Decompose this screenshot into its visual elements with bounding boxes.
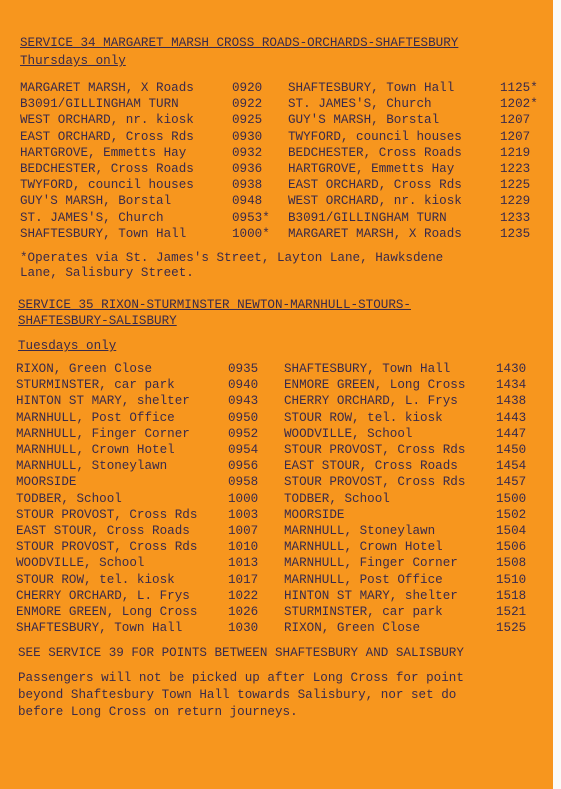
timetable-row [0, 426, 561, 442]
return-stop: RIXON, Green Close [284, 621, 421, 636]
timetable-row [0, 161, 561, 177]
timetable-row [0, 177, 561, 193]
return-stop: SHAFTESBURY, Town Hall [284, 362, 451, 376]
return-time: 1225 [500, 178, 531, 193]
outbound-stop: ENMORE GREEN, Long Cross [16, 605, 198, 619]
return-time: 1508 [496, 556, 527, 571]
outbound-time: 1013 [228, 556, 259, 571]
timetable-row [0, 145, 561, 161]
outbound-time: 0950 [228, 410, 259, 425]
timetable-row [0, 523, 561, 539]
see-service-39-note: SEE SERVICE 39 FOR POINTS BETWEEN SHAFTESBURY AND SALISBURY [18, 646, 464, 660]
outbound-stop: GUY'S MARSH, Borstal [20, 194, 172, 209]
return-stop: MARNHULL, Crown Hotel [284, 540, 443, 555]
outbound-time: 0936 [232, 162, 263, 176]
timetable-row [0, 361, 561, 377]
outbound-time: 0948 [232, 194, 263, 209]
return-stop: STURMINSTER, car park [284, 605, 443, 619]
outbound-time: 0952 [228, 426, 259, 441]
passenger-note-line-3: before Long Cross on return journeys. [18, 705, 298, 719]
outbound-time: 0940 [228, 378, 259, 393]
outbound-stop: MARNHULL, Finger Corner [16, 426, 190, 441]
return-stop: B3091/GILLINGHAM TURN [288, 210, 447, 225]
return-stop: CHERRY ORCHARD, L. Frys [284, 394, 458, 409]
passenger-note-line-1: Passengers will not be picked up after Long Cross for point [18, 671, 464, 685]
passenger-note-line-2: beyond Shaftesbury Town Hall towards Salisbury, nor set do [18, 688, 457, 702]
return-stop: HINTON ST MARY, shelter [284, 588, 458, 603]
outbound-time: 1007 [228, 524, 259, 538]
return-stop: MARNHULL, Finger Corner [284, 556, 458, 571]
outbound-stop: EAST ORCHARD, Cross Rds [20, 129, 194, 144]
outbound-stop: HARTGROVE, Emmetts Hay [20, 145, 187, 160]
outbound-stop: WOODVILLE, School [16, 556, 145, 571]
outbound-time: 0958 [228, 475, 259, 490]
outbound-time: 0956 [228, 459, 259, 474]
return-stop: STOUR ROW, tel. kiosk [284, 410, 443, 425]
timetable-row [0, 620, 561, 636]
outbound-stop: MOORSIDE [16, 475, 77, 490]
return-time: 1235 [500, 226, 531, 241]
return-stop: MOORSIDE [284, 507, 345, 522]
outbound-stop: BEDCHESTER, Cross Roads [20, 162, 194, 176]
timetable-row [0, 226, 561, 242]
outbound-stop: SHAFTESBURY, Town Hall [16, 621, 183, 636]
return-time: 1219 [500, 145, 531, 160]
outbound-stop: WEST ORCHARD, nr. kiosk [20, 113, 194, 128]
return-stop: HARTGROVE, Emmetts Hay [288, 162, 455, 176]
return-stop: SHAFTESBURY, Town Hall [288, 81, 455, 95]
outbound-stop: B3091/GILLINGHAM TURN [20, 97, 179, 112]
outbound-time: 0954 [228, 443, 259, 457]
return-time: 1438 [496, 394, 527, 409]
timetable-row [0, 193, 561, 209]
return-time: 1518 [496, 588, 527, 603]
timetable-row [0, 572, 561, 588]
return-stop: EAST ORCHARD, Cross Rds [288, 178, 462, 193]
service-35-heading-line-1: SERVICE 35 RIXON-STURMINSTER NEWTON-MARNHULL-STOURS- [18, 298, 411, 312]
outbound-stop: MARNHULL, Crown Hotel [16, 443, 175, 457]
return-stop: BEDCHESTER, Cross Roads [288, 145, 462, 160]
outbound-stop: STOUR PROVOST, Cross Rds [16, 540, 198, 555]
outbound-stop: RIXON, Green Close [16, 362, 153, 376]
return-time: 1443 [496, 410, 527, 425]
return-time: 1500 [496, 491, 527, 506]
outbound-stop: MARNHULL, Stoneylawn [16, 459, 168, 474]
outbound-time: 0925 [232, 113, 263, 128]
outbound-stop: TODBER, School [16, 491, 122, 506]
timetable-row [0, 442, 561, 458]
outbound-time: 1030 [228, 621, 259, 636]
return-time: 1521 [496, 605, 527, 619]
return-time: 1454 [496, 459, 527, 474]
outbound-time: 0935 [228, 362, 259, 376]
return-time: 1504 [496, 524, 527, 538]
outbound-stop: ST. JAMES'S, Church [20, 210, 164, 225]
return-stop: TWYFORD, council houses [288, 129, 462, 144]
timetable-row [0, 491, 561, 507]
outbound-stop: TWYFORD, council houses [20, 178, 194, 193]
outbound-stop: STOUR ROW, tel. kiosk [16, 572, 175, 587]
timetable-row [0, 507, 561, 523]
service-35-heading-line-2: SHAFTESBURY-SALISBURY [18, 314, 177, 328]
return-time: 1457 [496, 475, 527, 490]
outbound-time: 1026 [228, 605, 259, 619]
outbound-stop: SHAFTESBURY, Town Hall [20, 226, 187, 241]
timetable-row [0, 96, 561, 112]
outbound-time: 0922 [232, 97, 263, 112]
outbound-time: 1022 [228, 588, 259, 603]
return-time: 1202* [500, 97, 538, 112]
return-time: 1207 [500, 113, 531, 128]
return-stop: ST. JAMES'S, Church [288, 97, 432, 112]
outbound-time: 1003 [228, 507, 259, 522]
outbound-stop: STOUR PROVOST, Cross Rds [16, 507, 198, 522]
return-time: 1430 [496, 362, 527, 376]
outbound-time: 0932 [232, 145, 263, 160]
outbound-time: 1017 [228, 572, 259, 587]
return-stop: MARNHULL, Stoneylawn [284, 524, 436, 538]
return-time: 1229 [500, 194, 531, 209]
service-34-note-line-1: *Operates via St. James's Street, Layton Lane, Hawksdene [20, 251, 444, 265]
timetable-row [0, 129, 561, 145]
outbound-stop: EAST STOUR, Cross Roads [16, 524, 190, 538]
return-stop: STOUR PROVOST, Cross Rds [284, 443, 466, 457]
return-stop: WEST ORCHARD, nr. kiosk [288, 194, 462, 209]
return-stop: GUY'S MARSH, Borstal [288, 113, 440, 128]
timetable-row [0, 112, 561, 128]
outbound-time: 1010 [228, 540, 259, 555]
outbound-time: 1000* [232, 226, 270, 241]
outbound-stop: MARGARET MARSH, X Roads [20, 81, 194, 95]
return-time: 1125* [500, 81, 538, 95]
outbound-time: 0953* [232, 210, 270, 225]
timetable-row [0, 555, 561, 571]
timetable-row [0, 80, 561, 96]
timetable-row [0, 539, 561, 555]
timetable-row [0, 377, 561, 393]
service-34-heading: SERVICE 34 MARGARET MARSH CROSS ROADS-ORCHARDS-SHAFTESBURY [20, 36, 459, 50]
return-stop: STOUR PROVOST, Cross Rds [284, 475, 466, 490]
return-time: 1434 [496, 378, 527, 393]
return-stop: ENMORE GREEN, Long Cross [284, 378, 466, 393]
return-stop: TODBER, School [284, 491, 390, 506]
service-35-days: Tuesdays only [18, 339, 117, 353]
timetable-row [0, 393, 561, 409]
service-34-days: Thursdays only [20, 54, 126, 68]
return-time: 1510 [496, 572, 527, 587]
service-34-note-line-2: Lane, Salisbury Street. [20, 266, 194, 280]
return-time: 1502 [496, 507, 527, 522]
return-time: 1207 [500, 129, 531, 144]
return-stop: MARNHULL, Post Office [284, 572, 443, 587]
return-time: 1447 [496, 426, 527, 441]
paper-edge [553, 0, 561, 789]
outbound-time: 0920 [232, 81, 263, 95]
return-time: 1223 [500, 162, 531, 176]
timetable-row [0, 210, 561, 226]
return-stop: MARGARET MARSH, X Roads [288, 226, 462, 241]
outbound-time: 1000 [228, 491, 259, 506]
outbound-time: 0943 [228, 394, 259, 409]
timetable-row [0, 474, 561, 490]
return-time: 1506 [496, 540, 527, 555]
outbound-stop: CHERRY ORCHARD, L. Frys [16, 588, 190, 603]
outbound-time: 0930 [232, 129, 263, 144]
timetable-row [0, 588, 561, 604]
timetable-row [0, 604, 561, 620]
outbound-stop: HINTON ST MARY, shelter [16, 394, 190, 409]
outbound-stop: STURMINSTER, car park [16, 378, 175, 393]
outbound-stop: MARNHULL, Post Office [16, 410, 175, 425]
outbound-time: 0938 [232, 178, 263, 193]
return-stop: EAST STOUR, Cross Roads [284, 459, 458, 474]
timetable-row [0, 410, 561, 426]
return-time: 1525 [496, 621, 527, 636]
return-stop: WOODVILLE, School [284, 426, 413, 441]
timetable-row [0, 458, 561, 474]
return-time: 1233 [500, 210, 531, 225]
return-time: 1450 [496, 443, 527, 457]
